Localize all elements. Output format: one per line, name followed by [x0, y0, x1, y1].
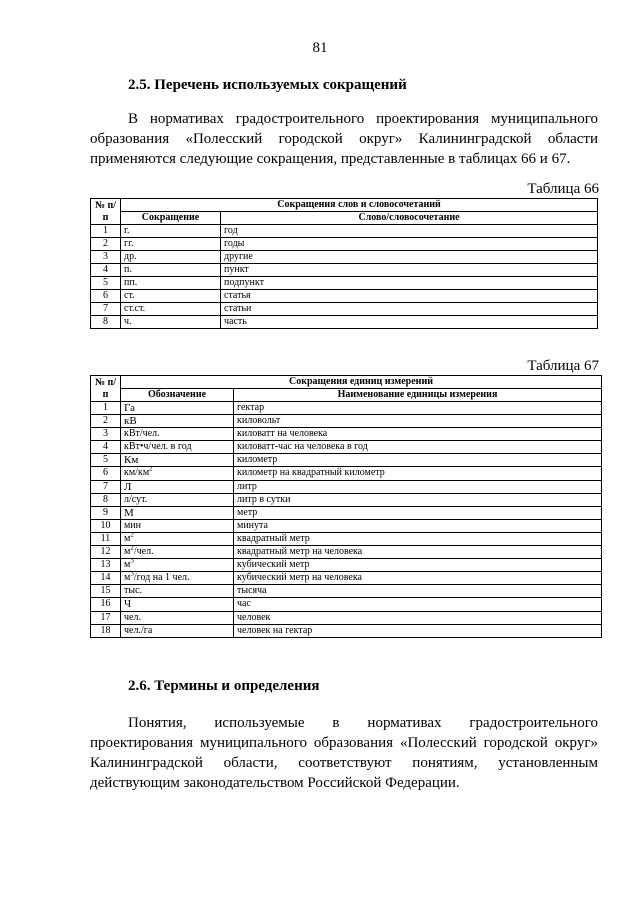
table-row — [91, 316, 598, 329]
row-number: 3 — [91, 428, 121, 441]
table-67-group-header: Сокращения единиц измерений — [121, 376, 602, 389]
word-cell: подпункт — [221, 277, 598, 290]
abbreviation-suffix: /год на 1 чел. — [133, 572, 190, 584]
unit-name-cell: тысяча — [234, 585, 602, 598]
table-67-col-number: № п/п — [91, 376, 121, 402]
table-row — [91, 402, 602, 415]
abbreviation-cell: др. — [121, 251, 221, 264]
abbreviation-base: м — [124, 546, 131, 558]
abbreviation-cell: мин — [121, 519, 234, 532]
abbreviation-cell: чел. — [121, 611, 234, 624]
table-row — [91, 238, 598, 251]
table-66-col-abbr: Сокращение — [121, 212, 221, 225]
abbreviation-cell — [121, 467, 234, 480]
word-cell: часть — [221, 316, 598, 329]
table-row — [91, 441, 602, 454]
abbreviation-cell: кВт•ч/чел. в год — [121, 441, 234, 454]
unit-name-cell: гектар — [234, 402, 602, 415]
abbreviation-cell: чел./га — [121, 624, 234, 637]
abbreviation-cell: кВ — [121, 415, 234, 428]
row-number: 2 — [91, 415, 121, 428]
unit-name-cell: киловатт-час на человека в год — [234, 441, 602, 454]
table-66-col-number: № п/п — [91, 199, 121, 225]
table-row — [91, 611, 602, 624]
unit-name-cell: литр — [234, 480, 602, 493]
row-number: 6 — [91, 290, 121, 303]
abbreviation-cell: Ч — [121, 598, 234, 611]
table-66-col-word: Слово/словосочетание — [221, 212, 598, 225]
abbreviation-base: м — [124, 532, 131, 544]
word-cell: статьи — [221, 303, 598, 316]
table-row — [91, 585, 602, 598]
unit-name-cell: кубический метр на человека — [234, 572, 602, 585]
row-number: 1 — [91, 225, 121, 238]
unit-name-cell: киловольт — [234, 415, 602, 428]
table-67-col-abbr: Обозначение — [121, 389, 234, 402]
word-cell: другие — [221, 251, 598, 264]
abbreviation-cell: Га — [121, 402, 234, 415]
row-number: 11 — [91, 532, 121, 545]
unit-name-cell: человек — [234, 611, 602, 624]
row-number: 17 — [91, 611, 121, 624]
table-67-body — [91, 402, 602, 638]
row-number: 6 — [91, 467, 121, 480]
unit-name-cell: квадратный метр — [234, 532, 602, 545]
row-number: 12 — [91, 546, 121, 559]
row-number: 18 — [91, 624, 121, 637]
abbreviation-cell: п. — [121, 264, 221, 277]
table-row — [91, 290, 598, 303]
abbreviation-cell: л/сут. — [121, 493, 234, 506]
row-number: 8 — [91, 316, 121, 329]
word-cell: пункт — [221, 264, 598, 277]
row-number: 4 — [91, 264, 121, 277]
row-number: 10 — [91, 519, 121, 532]
intro-paragraph-text: В нормативах градостроительного проектирования муниципального образования «Полесский городской округ» Калининградской области применяются следующие сокращения, представленные в таблицах 66 и 67. — [90, 111, 598, 167]
unit-name-cell: киловатт на человека — [234, 428, 602, 441]
abbreviation-exponent: 3 — [130, 571, 134, 578]
table-row — [91, 493, 602, 506]
intro-paragraph — [90, 109, 598, 169]
table-row — [91, 598, 602, 611]
row-number: 7 — [91, 480, 121, 493]
abbreviation-cell: кВт/чел. — [121, 428, 234, 441]
table-row — [91, 251, 598, 264]
table-row — [91, 303, 598, 316]
terms-paragraph — [90, 713, 598, 793]
table-row — [91, 559, 602, 572]
table-67-caption: Таблица 67 — [527, 358, 599, 374]
abbreviation-cell: М — [121, 506, 234, 519]
table-row — [91, 428, 602, 441]
word-cell: год — [221, 225, 598, 238]
abbreviation-cell: ст. — [121, 290, 221, 303]
page-number: 81 — [312, 40, 328, 56]
abbreviation-cell: пп. — [121, 277, 221, 290]
unit-name-cell: километр — [234, 454, 602, 467]
row-number: 15 — [91, 585, 121, 598]
table-row — [91, 532, 602, 545]
abbreviation-cell — [121, 559, 234, 572]
abbreviation-cell: ст.ст. — [121, 303, 221, 316]
unit-name-cell: литр в сутки — [234, 493, 602, 506]
abbreviation-cell — [121, 546, 234, 559]
table-row — [91, 480, 602, 493]
abbreviation-cell — [121, 532, 234, 545]
abbreviation-exponent: 3 — [130, 558, 134, 565]
abbreviation-cell: гг. — [121, 238, 221, 251]
word-cell: статья — [221, 290, 598, 303]
table-row — [91, 506, 602, 519]
table-66-caption: Таблица 66 — [527, 181, 599, 197]
abbreviation-cell: ч. — [121, 316, 221, 329]
abbreviation-base: км/км — [124, 467, 150, 479]
abbreviation-exponent: 2 — [149, 466, 153, 474]
unit-name-cell: час — [234, 598, 602, 611]
abbreviation-cell: г. — [121, 225, 221, 238]
abbreviation-base: м — [124, 559, 131, 571]
table-row — [91, 467, 602, 480]
table-row — [91, 277, 598, 290]
row-number: 16 — [91, 598, 121, 611]
row-number: 2 — [91, 238, 121, 251]
table-row — [91, 415, 602, 428]
table-66 — [90, 198, 598, 329]
terms-paragraph-text: Понятия, используемые в нормативах градостроительного проектирования муниципального образования «Полесский городской округ» Калининградской области, соответствуют понятиям, установленным действующим законодательством Российской Федерации. — [90, 715, 598, 791]
word-cell: годы — [221, 238, 598, 251]
abbreviation-exponent: 2 — [130, 545, 134, 552]
table-66-group-header: Сокращения слов и словосочетаний — [121, 199, 598, 212]
unit-name-cell: кубический метр — [234, 559, 602, 572]
unit-name-cell: метр — [234, 506, 602, 519]
section-heading-abbreviations: 2.5. Перечень используемых сокращений — [128, 77, 407, 93]
row-number: 13 — [91, 559, 121, 572]
abbreviation-suffix: /чел. — [133, 546, 154, 558]
table-67 — [90, 375, 602, 638]
unit-name-cell: человек на гектар — [234, 624, 602, 637]
table-66-body — [91, 225, 598, 329]
abbreviation-cell: Л — [121, 480, 234, 493]
table-row — [91, 624, 602, 637]
table-row — [91, 572, 602, 585]
unit-name-cell: квадратный метр на человека — [234, 546, 602, 559]
row-number: 14 — [91, 572, 121, 585]
row-number: 4 — [91, 441, 121, 454]
unit-name-cell: километр на квадратный километр — [234, 467, 602, 480]
table-67-col-name: Наименование единицы измерения — [234, 389, 602, 402]
abbreviation-cell — [121, 572, 234, 585]
table-row — [91, 546, 602, 559]
row-number: 7 — [91, 303, 121, 316]
row-number: 9 — [91, 506, 121, 519]
abbreviation-exponent: 2 — [130, 532, 134, 539]
row-number: 3 — [91, 251, 121, 264]
table-row — [91, 225, 598, 238]
row-number: 1 — [91, 402, 121, 415]
table-row — [91, 264, 598, 277]
section-heading-terms: 2.6. Термины и определения — [128, 678, 320, 694]
row-number: 8 — [91, 493, 121, 506]
table-row — [91, 454, 602, 467]
unit-name-cell: минута — [234, 519, 602, 532]
abbreviation-base: м — [124, 572, 131, 584]
table-row — [91, 519, 602, 532]
abbreviation-cell: Км — [121, 454, 234, 467]
row-number: 5 — [91, 277, 121, 290]
row-number: 5 — [91, 454, 121, 467]
abbreviation-cell: тыс. — [121, 585, 234, 598]
